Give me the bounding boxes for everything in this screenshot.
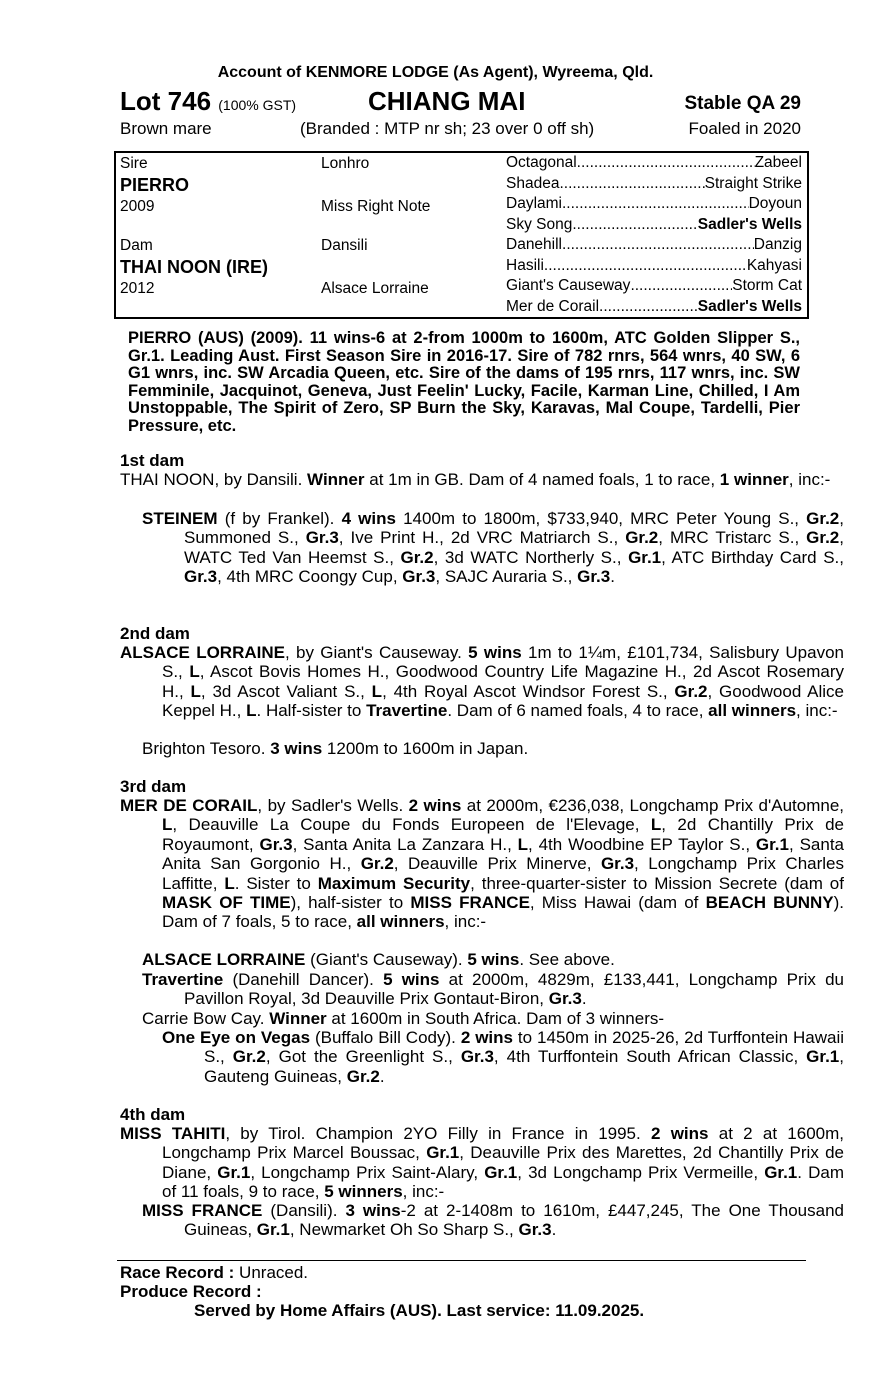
alsace-entry: ALSACE LORRAINE (Giant's Causeway). 5 wins. See above. bbox=[142, 950, 615, 969]
leader-dots bbox=[544, 256, 747, 277]
gen3-name: Daylami bbox=[506, 195, 562, 212]
served-note: Served by Home Affairs (AUS). Last service: 11.09.2025. bbox=[194, 1301, 645, 1320]
steinem-entry: STEINEM (f by Frankel). 4 wins 1400m to 1800m, $733,940, MRC Peter Young S., Gr.2, Summoned S., Gr.3, Ive Print H., 2d VRC Matriarch S., Gr.2, MRC Tristarc S., Gr.2, WATC Ted Van Heemst S., Gr.2, 3d WATC Northerly S., Gr.1, ATC Birthday Card S., Gr.3, 4th MRC Coongy Cup, Gr.3, SAJC Auraria S., Gr.3. bbox=[142, 509, 845, 587]
foaled-year: Foaled in 2020 bbox=[688, 119, 801, 138]
fourth-dam-text: MISS TAHITI, by Tirol. Champion 2YO Filly in France in 1995. 2 wins at 2 at 1600m, Longchamp Prix Marcel Boussac, Gr.1, Deauville Prix des Marettes, 2d Chantilly Prix de Diane, Gr.1, Longchamp Prix Saint-Alary, Gr.1, 3d Longchamp Prix Vermeille, Gr.1. Dam of 11 foals, 9 to race, 5 winners, inc:- bbox=[120, 1124, 845, 1202]
gen3-sire: Sadler's Wells bbox=[697, 298, 802, 315]
pedigree-gen3-row bbox=[506, 276, 802, 297]
produce-record: Produce Record : bbox=[120, 1282, 262, 1301]
pedigree-gen3-row bbox=[506, 153, 802, 174]
dam-dam: Alsace Lorraine bbox=[321, 280, 429, 297]
gen3-name: Shadea bbox=[506, 175, 560, 192]
gen3-name: Mer de Corail bbox=[506, 298, 600, 315]
gen3-name: Sky Song bbox=[506, 216, 573, 233]
gen3-sire: Zabeel bbox=[754, 154, 802, 171]
leader-dots bbox=[572, 215, 697, 236]
stable-number: Stable QA 29 bbox=[684, 93, 801, 114]
brand-info: (Branded : MTP nr sh; 23 over 0 off sh) bbox=[300, 119, 595, 138]
third-dam-text: MER DE CORAIL, by Sadler's Wells. 2 wins at 2000m, €236,038, Longchamp Prix d'Automne, L, Deauville La Coupe du Fonds Europeen de l'Elevage, L, 2d Chantilly Prix de Royaumont, Gr.3, Santa Anita La Zanzara H., L, 4th Woodbine EP Taylor S., Gr.1, Santa Anita San Gorgonio H., Gr.2, Deauville Prix Minerve, Gr.3, Longchamp Prix Charles Laffitte, L. Sister to Maximum Security, three-quarter-sister to Mission Secrete (dam of MASK OF TIME), half-sister to MISS FRANCE, Miss Hawai (dam of BEACH BUNNY). Dam of 7 foals, 5 to race, all winners, inc:- bbox=[120, 796, 845, 932]
pedigree-gen3-row bbox=[506, 215, 802, 236]
carrie-entry: Carrie Bow Cay. Winner at 1600m in South Africa. Dam of 3 winners- bbox=[142, 1009, 665, 1028]
gen3-sire: Straight Strike bbox=[704, 175, 802, 192]
first-dam-text: THAI NOON, by Dansili. Winner at 1m in GB. Dam of 4 named foals, 1 to race, 1 winner, inc:- bbox=[120, 470, 831, 489]
pedigree-gen3-row bbox=[506, 297, 802, 318]
dam-year: 2012 bbox=[120, 280, 155, 297]
gen3-name: Hasili bbox=[506, 257, 544, 274]
travertine-entry: Travertine (Danehill Dancer). 5 wins at 2000m, 4829m, £133,441, Longchamp Prix du Pavillon Royal, 3d Deauville Prix Gontaut-Biron, Gr.3. bbox=[142, 970, 844, 1009]
sex-colour: Brown mare bbox=[120, 119, 212, 138]
leader-dots bbox=[577, 153, 755, 174]
third-dam-heading: 3rd dam bbox=[120, 777, 187, 796]
gen3-sire: Kahyasi bbox=[746, 257, 802, 274]
dam-sire: Dansili bbox=[321, 237, 368, 254]
dam-label: Dam bbox=[120, 237, 153, 254]
fourth-dam-heading: 4th dam bbox=[120, 1105, 186, 1124]
pedigree-gen3-row bbox=[506, 235, 802, 256]
first-dam-heading: 1st dam bbox=[120, 451, 185, 470]
sire-dam: Miss Right Note bbox=[321, 198, 431, 215]
gen3-sire: Storm Cat bbox=[732, 277, 802, 294]
leader-dots bbox=[559, 174, 704, 195]
horse-name: CHIANG MAI bbox=[368, 86, 526, 116]
gst-note: (100% GST) bbox=[218, 97, 297, 113]
dam-name: THAI NOON (IRE) bbox=[120, 257, 268, 277]
lot-label: Lot 746 bbox=[120, 86, 212, 116]
account-line: Account of KENMORE LODGE (As Agent), Wyreema, Qld. bbox=[217, 64, 654, 81]
gen3-sire: Doyoun bbox=[748, 195, 802, 212]
miss-france-entry: MISS FRANCE (Dansili). 3 wins-2 at 2-1408m to 1610m, £447,245, The One Thousand Guineas, Gr.1, Newmarket Oh So Sharp S., Gr.3. bbox=[142, 1201, 844, 1240]
brighton-entry: Brighton Tesoro. 3 wins 1200m to 1600m in Japan. bbox=[142, 739, 529, 758]
pedigree-gen3-row bbox=[506, 174, 802, 195]
gen3-name: Giant's Causeway bbox=[506, 277, 631, 294]
sire-label: Sire bbox=[120, 155, 148, 172]
leader-dots bbox=[599, 297, 698, 318]
sire-name: PIERRO bbox=[120, 175, 190, 195]
gen3-sire: Sadler's Wells bbox=[697, 216, 802, 233]
gen3-sire: Danzig bbox=[753, 236, 802, 253]
leader-dots bbox=[630, 276, 732, 297]
sire-sire: Lonhro bbox=[321, 155, 370, 172]
one-eye-entry: One Eye on Vegas (Buffalo Bill Cody). 2 wins to 1450m in 2025-26, 2d Turffontein Hawaii S., Gr.2, Got the Greenlight S., Gr.3, 4th Turffontein South African Classic, Gr.1, Gauteng Guineas, Gr.2. bbox=[162, 1028, 844, 1086]
second-dam-heading: 2nd dam bbox=[120, 624, 190, 643]
gen3-name: Danehill bbox=[506, 236, 563, 253]
race-record: Race Record : Unraced. bbox=[120, 1263, 309, 1282]
leader-dots bbox=[562, 194, 749, 215]
lot-number bbox=[120, 86, 296, 117]
pedigree-table bbox=[114, 151, 809, 319]
leader-dots bbox=[562, 235, 754, 256]
gen3-name: Octagonal bbox=[506, 154, 577, 171]
sire-year: 2009 bbox=[120, 198, 155, 215]
sire-summary: PIERRO (AUS) (2009). 11 wins-6 at 2-from 1000m to 1600m, ATC Golden Slipper S., Gr.1. Leading Aust. First Season Sire in 2016-17. Sire of 782 rnrs, 564 wnrs, 40 SW, 6 G1 wnrs, inc. SW Arcadia Queen, etc. Sire of the dams of 195 rnrs, 117 wnrs, inc. SW Femminile, Jacquinot, Geneva, Just Feelin' Lucky, Facile, Karman Line, Chilled, I Am Unstoppable, The Spirit of Zero, SP Burn the Sky, Karavas, Mal Coupe, Tardelli, Pier Pressure, etc. bbox=[128, 329, 800, 435]
second-dam-text: ALSACE LORRAINE, by Giant's Causeway. 5 wins 1m to 1¼m, £101,734, Salisbury Upavon S., L, Ascot Bovis Homes H., Goodwood Country Life Magazine H., 2d Ascot Rosemary H., L, 3d Ascot Valiant S., L, 4th Royal Ascot Windsor Forest S., Gr.2, Goodwood Alice Keppel H., L. Half-sister to Travertine. Dam of 6 named foals, 4 to race, all winners, inc:- bbox=[120, 643, 844, 721]
footer-divider bbox=[117, 1260, 806, 1261]
pedigree-gen3-row bbox=[506, 194, 802, 215]
pedigree-gen3-row bbox=[506, 256, 802, 277]
